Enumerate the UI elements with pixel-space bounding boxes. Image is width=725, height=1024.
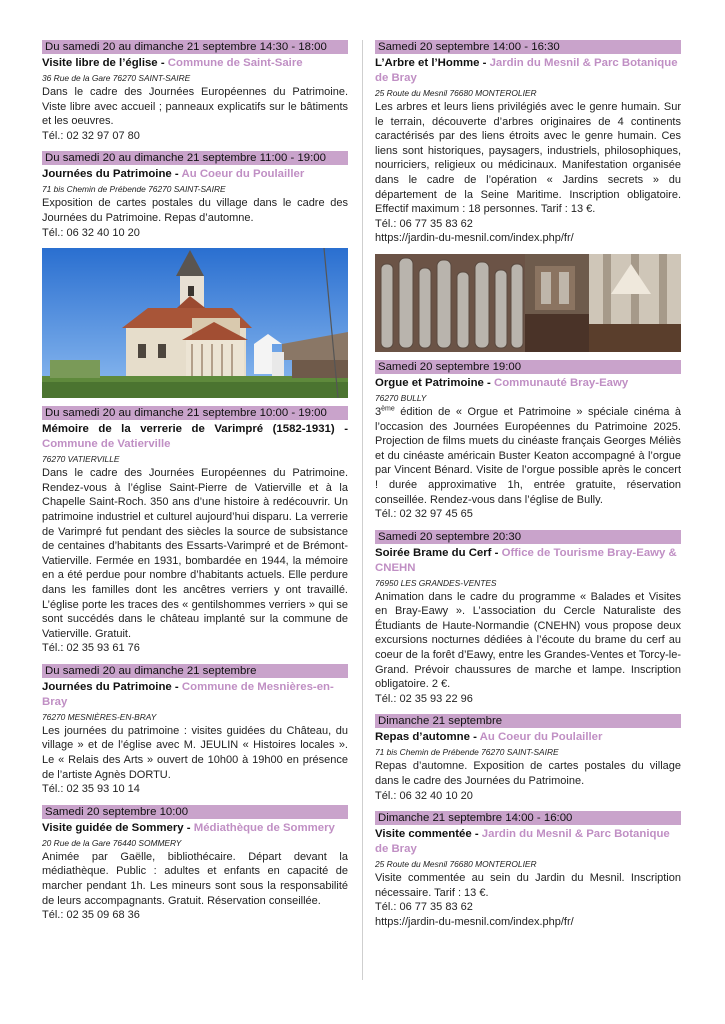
event-address: 76270 VATIERVILLE xyxy=(42,454,120,465)
event-phone: Tél.: 06 32 40 10 20 xyxy=(375,789,473,802)
column-divider xyxy=(362,40,363,980)
event-date-bar: Samedi 20 septembre 14:00 - 16:30 xyxy=(375,40,681,54)
event-date-bar: Du samedi 20 au dimanche 21 septembre 11:00 - 19:00 xyxy=(42,151,348,165)
event-website-link[interactable]: https://jardin-du-mesnil.com/index.php/fr/ xyxy=(375,232,574,245)
event-phone: Tél.: 02 35 93 61 76 xyxy=(42,642,140,655)
event-organizer: Office de Tourisme Bray-Eawy & CNEHN xyxy=(375,546,677,574)
event-address: 36 Rue de la Gare 76270 SAINT-SAIRE xyxy=(42,73,191,83)
event-date-bar: Du samedi 20 au dimanche 21 septembre xyxy=(42,664,348,678)
event-date-bar: Samedi 20 septembre 10:00 xyxy=(42,805,348,819)
event-organizer: Médiathèque de Sommery xyxy=(193,821,335,834)
right-column xyxy=(375,40,681,938)
event-address: 20 Rue de la Gare 76440 SOMMERY xyxy=(42,837,182,848)
event-journees-poulailler xyxy=(42,151,348,240)
event-phone: Tél.: 06 77 35 83 62 xyxy=(375,217,473,230)
event-phone: Tél.: 02 32 97 45 65 xyxy=(375,508,473,521)
event-description: Les journées du patrimoine : visites guidées du Château, du village » et de l’église avec M. JEULIN « Histoires locales ». Le « Relais des Arts » ouvert de 10h00 à 19h00 en présence de l’artiste Agnès DORTU. xyxy=(42,724,348,781)
event-phone: Tél.: 06 32 40 10 20 xyxy=(42,226,140,239)
event-address: 71 bis Chemin de Prébende 76270 SAINT-SAIRE xyxy=(42,184,226,195)
event-date-bar: Samedi 20 septembre 19:00 xyxy=(375,360,681,374)
event-organizer: Commune de Vatierville xyxy=(42,438,171,451)
event-address: 76950 LES GRANDES-VENTES xyxy=(375,577,497,588)
event-organizer: Jardin du Mesnil & Parc Botanique de Bray xyxy=(375,828,670,856)
event-organizer: Jardin du Mesnil & Parc Botanique de Bray xyxy=(375,57,678,84)
event-title: Journées du Patrimoine - Commune de Mesnières-en-Bray xyxy=(42,680,334,708)
event-title: Visite libre de l’église - Commune de Saint-Saire xyxy=(42,57,303,69)
event-title: Visite guidée de Sommery - Médiathèque de Sommery xyxy=(42,821,335,834)
event-phone: Tél.: 06 77 35 83 62 xyxy=(375,901,473,914)
church-illustration xyxy=(42,248,348,398)
event-address: 76270 MESNIÈRES-EN-BRAY xyxy=(42,711,157,722)
event-verrerie-varimpre xyxy=(42,406,348,656)
event-organizer: Au Coeur du Poulailler xyxy=(479,731,603,744)
event-date-bar: Samedi 20 septembre 20:30 xyxy=(375,530,681,544)
event-date-bar: Du samedi 20 au dimanche 21 septembre 14:30 - 18:00 xyxy=(42,40,348,54)
event-date-bar: Du samedi 20 au dimanche 21 septembre 10:00 - 19:00 xyxy=(42,406,348,420)
event-description: Dans le cadre des Journées Européennes du Patrimoine. Viste libre avec accueil ; panneaux explicatifs sur le bâtiments et les oeuvres. xyxy=(42,86,348,128)
organ-photo xyxy=(375,254,681,352)
event-saint-saire-eglise xyxy=(42,40,348,143)
event-address: 25 Route du Mesnil 76680 MONTEROLIER xyxy=(375,88,537,98)
event-organizer: Commune de Mesnières-en-Bray xyxy=(42,680,334,708)
event-phone: Tél.: 02 35 93 10 14 xyxy=(42,783,140,796)
event-journees-mesnieres xyxy=(42,664,348,797)
organ-illustration xyxy=(375,254,681,352)
event-title: Visite commentée - Jardin du Mesnil & Parc Botanique de Bray xyxy=(375,828,670,856)
event-title: Soirée Brame du Cerf - Office de Tourisme Bray-Eawy & CNEHN xyxy=(375,546,677,574)
event-phone: Tél.: 02 32 97 07 80 xyxy=(42,129,140,142)
event-phone: Tél.: 02 35 93 22 96 xyxy=(375,692,473,705)
event-organizer: Communauté Bray-Eawy xyxy=(494,376,629,389)
event-visite-sommery xyxy=(42,805,348,923)
event-brame-cerf xyxy=(375,530,681,707)
event-description: Repas d’automne. Exposition de cartes postales du village dans le cadre des Journées du Patrimoine. xyxy=(375,760,681,788)
event-website-link[interactable]: https://jardin-du-mesnil.com/index.php/fr/ xyxy=(375,916,574,928)
event-description: Exposition de cartes postales du village dans le cadre des Journées du Patrimoine. Repas d’automne. xyxy=(42,197,348,224)
event-repas-automne xyxy=(375,714,681,803)
event-address: 71 bis Chemin de Prébende 76270 SAINT-SAIRE xyxy=(375,747,559,758)
event-description: Les arbres et leurs liens privilégiés avec le genre humain. Sur le terrain, découverte d’arbres originaires de 4 continents caractérisés par des liens étroits avec le genre humain. Ces liens sont historiques, paysagers, industriels, philosophiques, nourriciers, religieux ou médicinaux. Manifestation organisée dans le cadre de l’opération « Jardins secrets » du département de la Seine Maritime. Inscription obligatoire. Effectif maximum : 18 personnes. Tarif : 13 €. xyxy=(375,101,681,216)
event-organizer: Commune de Saint-Saire xyxy=(167,57,303,69)
event-address: 76270 BULLY xyxy=(375,392,427,403)
left-column xyxy=(42,40,348,931)
event-title: Repas d’automne - Au Coeur du Poulailler xyxy=(375,731,603,744)
event-description: Dans le cadre des Journées Européennes du Patrimoine. Rendez-vous à l’église Saint-Pierre de Vatierville et à la Chapelle Saint-Roch. 350 ans d’une histoire à redécouvrir. Un patrimoine industriel et culturel aujourd’hui disparu. La verrerie de Varimpré fut pendant des siècles la source de subsistance de centaines d’habitants des Essarts-Varimpré et de Brémont-Vatierville. Fermée en 1931, bombardée en 1944, la mémoire en a été perdue pour nombre d’habitants actuels. Elle perdure dans les familles dont les ancêtres verriers y ont travaillé. L’église porte les traces des « gentilshommes verriers » qui se sont succédés dans le château implanté sur la commune de Vatierville. Gratuit. xyxy=(42,467,348,640)
event-description: Animée par Gaëlle, bibliothécaire. Départ devant la médiathèque. Public : adultes et enfants en capacité de marcher pendant 1h. Les mineurs sont sous la responsabilité de leurs accompagnants. Gratuit. Réservation conseillée. xyxy=(42,850,348,907)
event-visite-commentee xyxy=(375,811,681,929)
event-phone: Tél.: 02 35 09 68 36 xyxy=(42,909,140,922)
event-title: Mémoire de la verrerie de Varimpré (1582-1931) - Commune de Vatierville xyxy=(42,423,348,451)
church-photo xyxy=(42,248,348,398)
event-description: Animation dans le cadre du programme « Balades et Visites en Bray-Eawy ». L’association du Cercle Naturaliste des Étudiants de Haute-Normandie (CNEHN) vous propose deux excursions nocturnes dédiées à l’écoute du brame du cerf au coeur de la forêt d’Eawy, entre les Grandes-Ventes et Torcy-le-Grand. Prévoir chaussures de marche et lampe. Inscription obligatoire. 2 €. xyxy=(375,590,681,691)
event-organizer: Au Coeur du Poulailler xyxy=(181,168,305,181)
event-description: 3ème édition de « Orgue et Patrimoine » spéciale cinéma à l’occasion des Journées Européennes du Patrimoine 2025. Projection de films muets du cinéaste français Georges Méliès et du cinéaste américain Buster Keaton accompagné à l’orgue par Vincent Bénard. Visite de l’orgue possible après le concert ! durée approximative 1h, entrée gratuite, réservation conseillée. Rendez-vous dans l’église de Bully. xyxy=(375,405,681,506)
event-date-bar: Dimanche 21 septembre 14:00 - 16:00 xyxy=(375,811,681,825)
event-description: Visite commentée au sein du Jardin du Mesnil. Inscription nécessaire. Tarif : 13 €. xyxy=(375,872,681,899)
event-arbre-homme xyxy=(375,40,681,246)
event-address: 25 Route du Mesnil 76680 MONTEROLIER xyxy=(375,859,537,870)
event-title: Orgue et Patrimoine - Communauté Bray-Eawy xyxy=(375,376,629,389)
event-orgue-patrimoine xyxy=(375,360,681,522)
event-date-bar: Dimanche 21 septembre xyxy=(375,714,681,728)
event-title: L’Arbre et l’Homme - Jardin du Mesnil & Parc Botanique de Bray xyxy=(375,57,678,84)
event-title: Journées du Patrimoine - Au Coeur du Poulailler xyxy=(42,168,305,181)
